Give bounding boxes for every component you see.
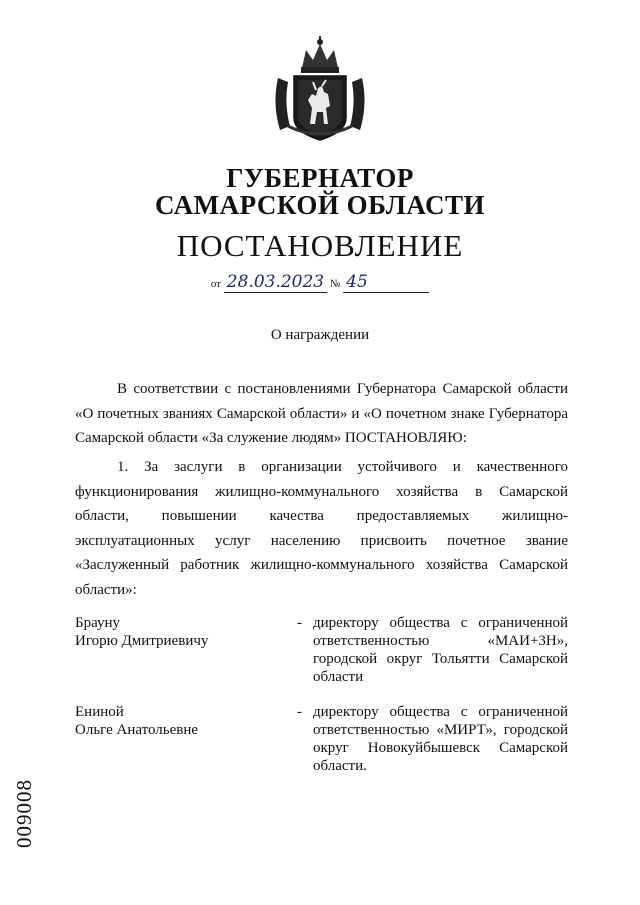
awardee-position: директору общества с ограниченной ответственностью «МАИ+3Н», городской округ Тольятти Самарской области [313, 615, 568, 685]
number-prefix: № [329, 278, 341, 290]
awardee-surname: Брауну [75, 615, 121, 631]
awardee-dash: - [297, 704, 302, 720]
issuer-title-line1: ГУБЕРНАТОР [226, 163, 414, 193]
issuer-title-line2: САМАРСКОЙ ОБЛАСТИ [154, 190, 486, 220]
document-number: 45 [343, 272, 429, 293]
awardee-given-names: Игорю Дмитриевичу [75, 633, 209, 649]
paragraph-text: В соответствии с постановлениями Губернатора Самарской области «О почетных званиях Самарской области» и «О почетном знаке Губернатора Самарской области «За служение людям» ПОСТАНОВЛЯЮ: [75, 381, 568, 446]
awardee-surname: Ениной [75, 704, 124, 720]
document-date-number-line [0, 272, 640, 293]
paragraph-text: 1. За заслуги в организации устойчивого и качественного функционирования жилищно-коммунального хозяйства в Самарской области, повышении качества предоставляемых жилищно-эксплуатационных услуг населению присвоить почетное звание «Заслуженный работник жилищно-коммунального хозяйства Самарской области»: [75, 459, 568, 598]
document-type-heading: ПОСТАНОВЛЕНИЕ [176, 228, 464, 263]
samara-coat-of-arms-icon [270, 34, 370, 144]
awardee-position: директору общества с ограниченной ответственностью «МИРТ», городской округ Новокуйбышевск Самарской области. [313, 704, 568, 774]
awardee-dash: - [297, 615, 302, 631]
clause-1-paragraph [75, 455, 568, 602]
registration-code: 009008 [12, 779, 36, 848]
date-prefix: от [210, 278, 222, 290]
awardee-name [75, 614, 275, 650]
preamble-paragraph [75, 377, 568, 451]
awardee-name [75, 703, 275, 739]
document-subject: О награждении [270, 327, 370, 343]
document-date: 28.03.2023 [224, 272, 327, 293]
awardee-given-names: Ольге Анатольевне [75, 722, 199, 738]
